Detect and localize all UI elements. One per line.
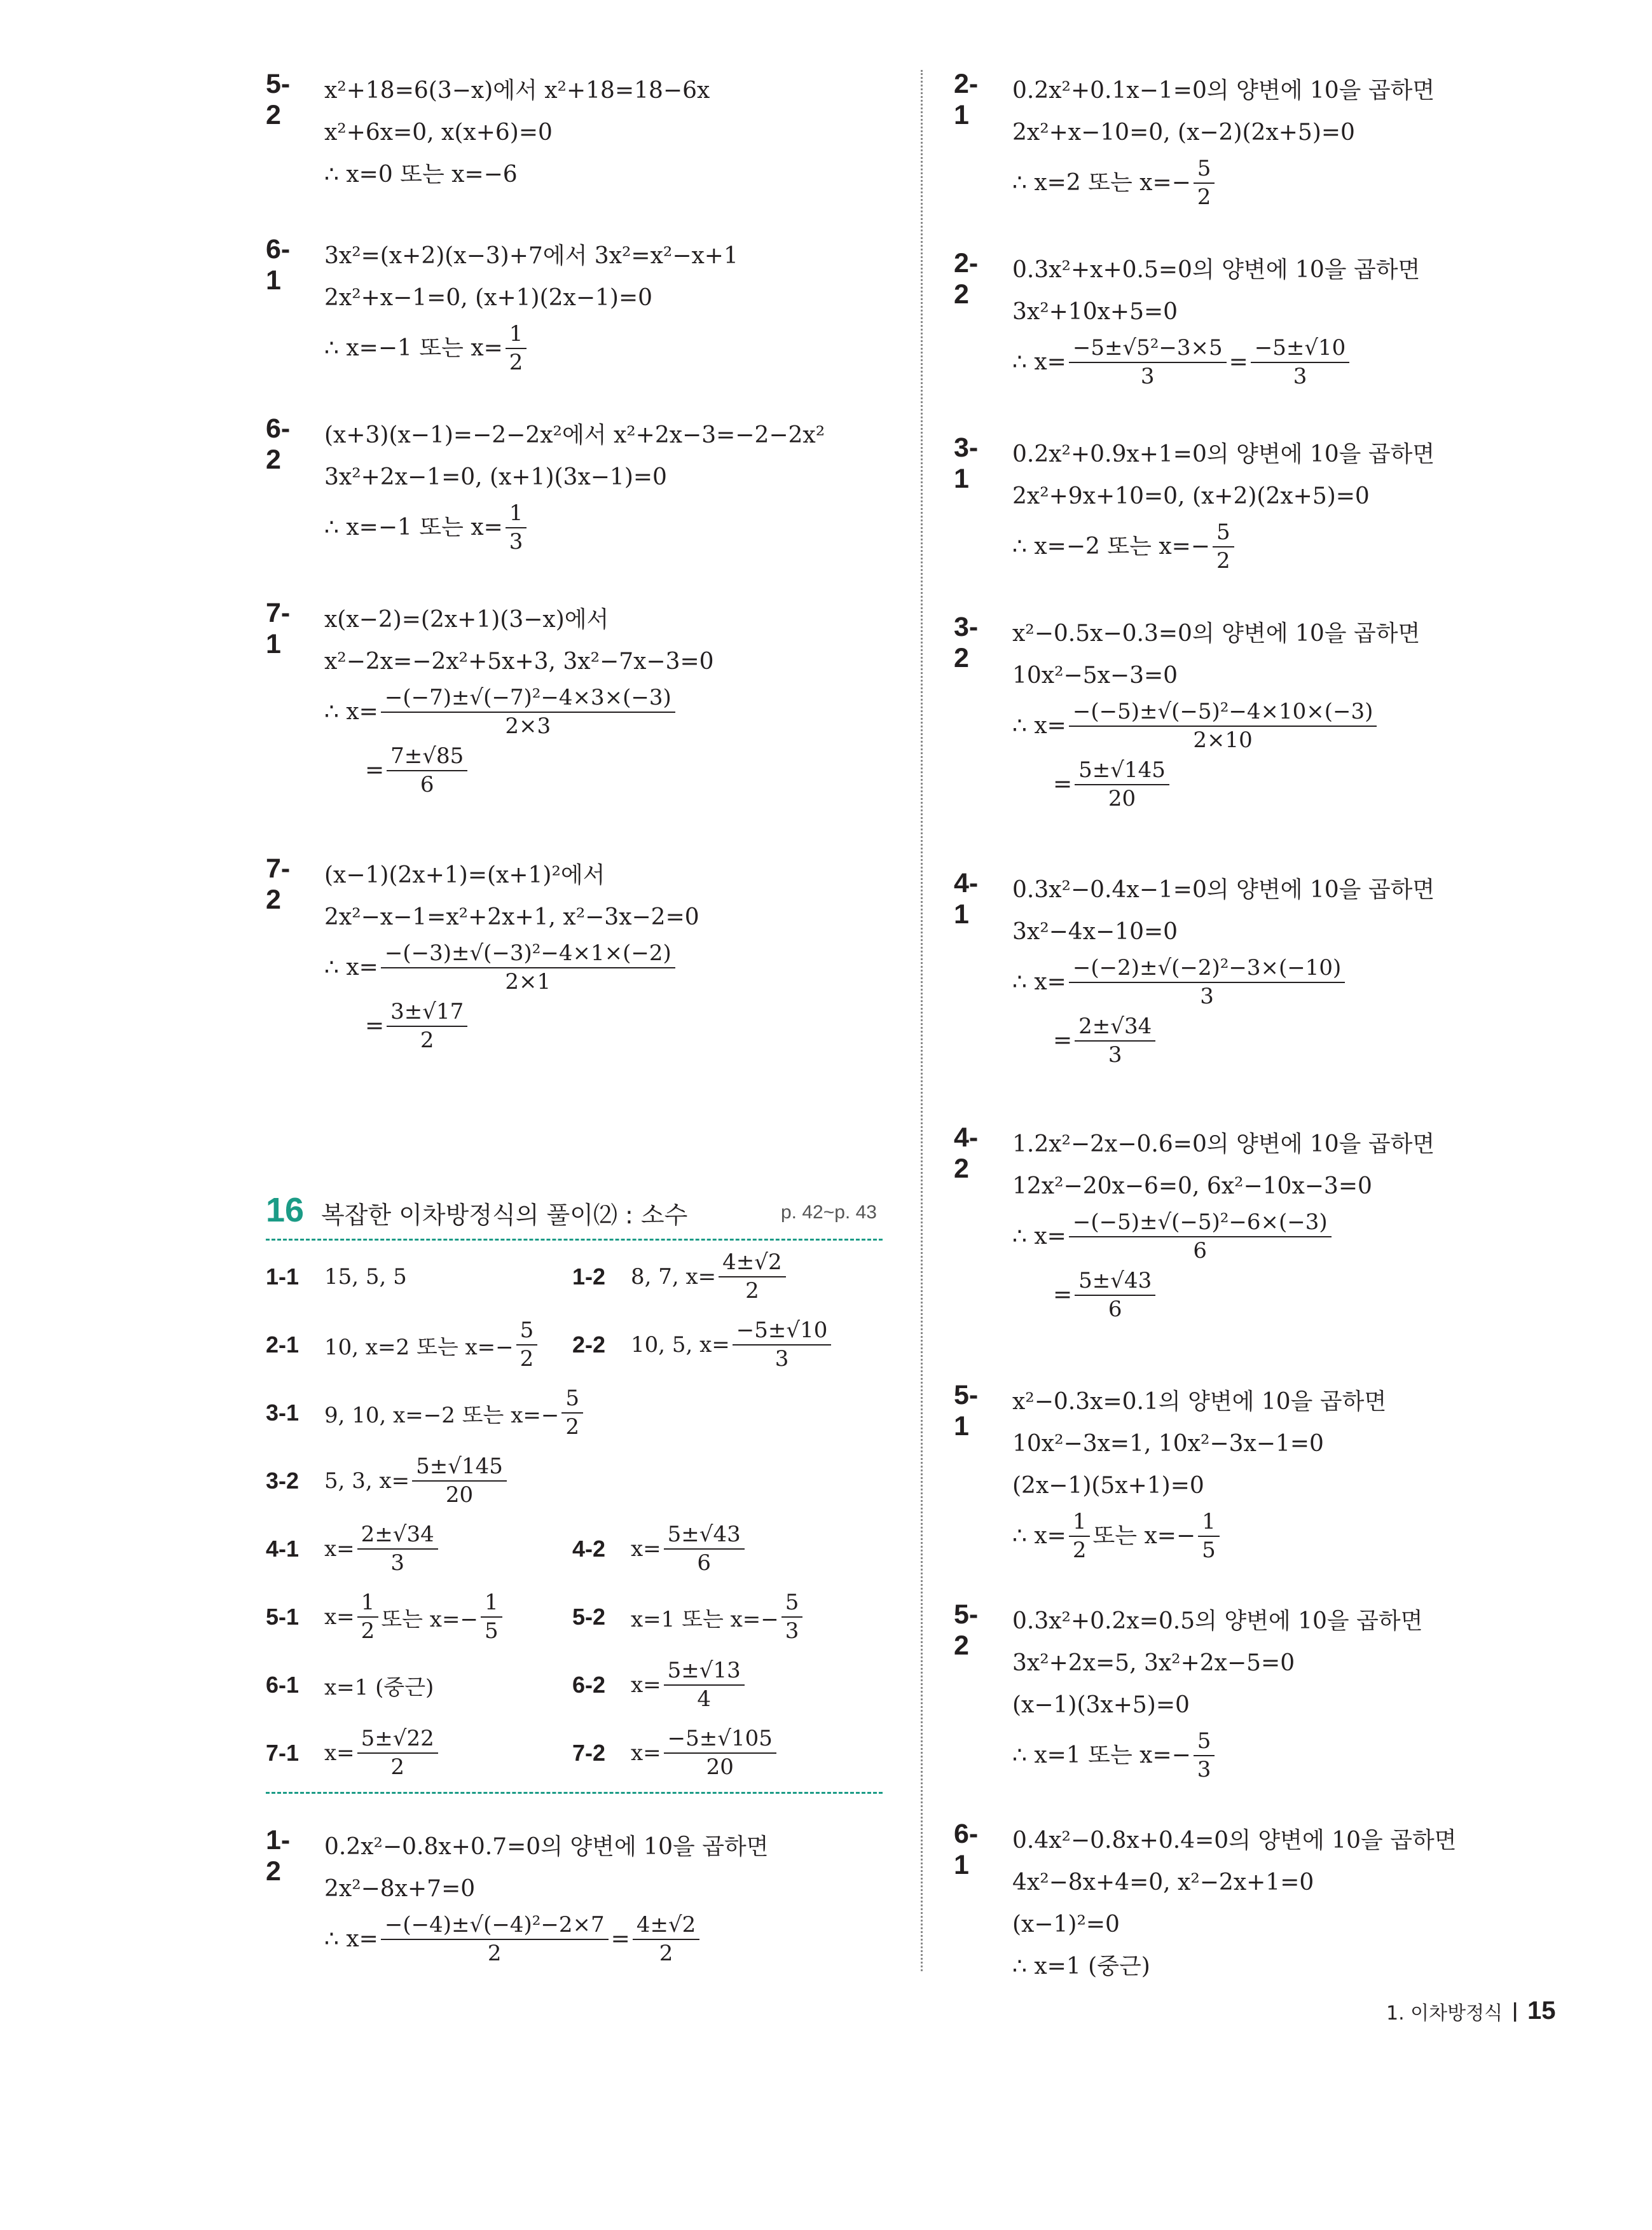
denominator: 2 — [520, 1346, 534, 1372]
fraction — [664, 1522, 745, 1576]
fraction — [664, 1726, 776, 1780]
fraction — [357, 1522, 438, 1576]
answer-label: 6-1 — [266, 1672, 299, 1698]
answer-4-1 — [266, 1521, 441, 1576]
fraction — [1075, 1269, 1155, 1322]
fraction — [1194, 1729, 1215, 1782]
solution-line: 3x²=(x+2)(x−3)+7에서 3x²=x²−x+1 — [324, 243, 738, 269]
denominator: 20 — [1108, 786, 1136, 811]
solution-line: 3x²+10x+5=0 — [1012, 299, 1178, 325]
answer-prefix: x= — [324, 1740, 355, 1766]
numerator: 5 — [1194, 1729, 1215, 1756]
solution-line: 0.3x²+0.2x=0.5의 양변에 10을 곱하면 — [1012, 1608, 1423, 1634]
numerator: 1 — [357, 1590, 379, 1618]
denominator: 5 — [484, 1618, 499, 1644]
solution-line: 2x²−8x+7=0 — [324, 1876, 476, 1902]
numerator: 5±√22 — [357, 1726, 438, 1754]
numerator: 1 — [506, 322, 527, 349]
problem-label: 4-1 — [954, 868, 979, 930]
denominator: 20 — [445, 1482, 474, 1508]
problem-label: 6-2 — [266, 413, 291, 475]
denominator: 3 — [1200, 984, 1214, 1009]
problem-label: 5-2 — [266, 69, 291, 130]
result-prefix: ∴ x= — [324, 1926, 378, 1952]
problem-label: 7-2 — [266, 853, 291, 915]
solution-line: ∴ x=0 또는 x=−6 — [324, 162, 518, 188]
fraction — [1213, 520, 1234, 574]
numerator: −(−5)±√(−5)²−4×10×(−3) — [1069, 699, 1377, 727]
numerator: 2±√34 — [357, 1522, 438, 1550]
denominator: 2 — [1072, 1538, 1087, 1563]
numerator: −5±√5²−3×5 — [1069, 336, 1227, 363]
problem-label: 5-1 — [954, 1380, 979, 1442]
result-middle: 또는 x=− — [1092, 1523, 1196, 1549]
numerator: 5±√145 — [1075, 758, 1169, 785]
denominator: 2 — [361, 1618, 375, 1644]
numerator: 3±√17 — [387, 1000, 467, 1027]
formula-line — [324, 1910, 769, 1969]
result-prefix: ∴ x= — [1012, 713, 1066, 739]
fraction — [506, 322, 527, 375]
fraction — [516, 1318, 538, 1372]
answer-label: 6-2 — [572, 1672, 606, 1698]
solution-line: 2x²−x−1=x²+2x+1, x²−3x−2=0 — [324, 904, 699, 930]
numerator: 1 — [481, 1590, 502, 1618]
fraction — [1069, 1510, 1091, 1563]
equals: = — [1229, 349, 1248, 375]
denominator: 3 — [1108, 1042, 1122, 1068]
solution-line: x²−2x=−2x²+5x+3, 3x²−7x−3=0 — [324, 649, 714, 675]
denominator: 6 — [1108, 1297, 1122, 1322]
fraction — [357, 1590, 379, 1644]
solution-line: 0.3x²+x+0.5=0의 양변에 10을 곱하면 — [1012, 257, 1421, 283]
solution-line: (x−1)(2x+1)=(x+1)²에서 — [324, 862, 605, 888]
answer-middle: 또는 x=− — [381, 1606, 478, 1632]
solution-line: 2x²+x−1=0, (x+1)(2x−1)=0 — [324, 285, 653, 311]
solution-line: x²+6x=0, x(x+6)=0 — [324, 120, 553, 146]
answer-prefix: x= — [631, 1740, 661, 1766]
section-title: 복잡한 이차방정식의 풀이⑵ : 소수 — [321, 1201, 688, 1229]
answer-prefix: 8, 7, x= — [631, 1264, 717, 1290]
answer-text: 15, 5, 5 — [324, 1264, 407, 1290]
solution-line: x²−0.5x−0.3=0의 양변에 10을 곱하면 — [1012, 621, 1421, 647]
numerator: 2±√34 — [1075, 1014, 1155, 1042]
answer-1-1 — [266, 1251, 407, 1302]
denominator: 3 — [785, 1618, 799, 1644]
solution-line: x²+18=6(3−x)에서 x²+18=18−6x — [324, 78, 710, 104]
numerator: 5±√145 — [412, 1454, 507, 1482]
solution-result — [1012, 1507, 1386, 1566]
denominator: 6 — [697, 1550, 712, 1576]
answer-3-2 — [266, 1453, 509, 1508]
fraction — [1069, 1210, 1332, 1263]
section-divider — [266, 1239, 883, 1241]
answer-label: 5-1 — [266, 1604, 299, 1630]
denominator: 6 — [1193, 1238, 1208, 1263]
numerator: 5±√13 — [664, 1658, 745, 1686]
problem-label: 6-1 — [954, 1819, 979, 1880]
denominator: 20 — [706, 1754, 734, 1780]
solution-line: 10x²−5x−3=0 — [1012, 663, 1178, 689]
answer-prefix: 9, 10, x=−2 또는 x=− — [324, 1402, 560, 1428]
numerator: −5±√10 — [1251, 336, 1350, 363]
equals: = — [365, 757, 385, 783]
answer-label: 1-2 — [572, 1263, 606, 1290]
equals: = — [365, 1013, 385, 1039]
numerator: −5±√10 — [733, 1318, 832, 1346]
fraction — [412, 1454, 507, 1508]
answer-prefix: x=1 또는 x=− — [631, 1606, 779, 1632]
answer-label: 3-2 — [266, 1468, 299, 1494]
denominator: 2 — [745, 1278, 759, 1304]
denominator: 3 — [1293, 364, 1307, 389]
fraction — [561, 1386, 583, 1440]
problem-label: 3-1 — [954, 432, 979, 494]
solution-line: 3x²+2x−1=0, (x+1)(3x−1)=0 — [324, 464, 667, 490]
result-prefix: ∴ x= — [324, 699, 378, 725]
numerator: −(−5)±√(−5)²−6×(−3) — [1069, 1210, 1332, 1237]
numerator: −(−4)±√(−4)²−2×7 — [381, 1913, 609, 1940]
numerator: 5 — [561, 1386, 583, 1414]
answer-label: 5-2 — [572, 1604, 606, 1630]
answer-label: 7-2 — [572, 1740, 606, 1766]
equals: = — [610, 1926, 630, 1952]
formula-line — [324, 683, 714, 741]
answer-1-2 — [572, 1251, 788, 1302]
result-prefix: ∴ x=−2 또는 x=− — [1012, 533, 1210, 560]
result-prefix: ∴ x=2 또는 x=− — [1012, 170, 1191, 196]
numerator: 4±√2 — [719, 1250, 785, 1277]
fraction — [781, 1590, 803, 1644]
result-prefix: ∴ x= — [324, 954, 378, 981]
answer-6-1 — [266, 1660, 434, 1710]
denominator: 2 — [509, 350, 523, 375]
fraction — [1198, 1510, 1220, 1563]
numerator: −(−7)±√(−7)²−4×3×(−3) — [381, 685, 675, 713]
answers-divider — [266, 1792, 883, 1794]
answer-2-2 — [572, 1319, 834, 1370]
answer-2-1 — [266, 1319, 540, 1370]
fraction — [381, 941, 675, 995]
answer-prefix: 10, x=2 또는 x=− — [324, 1334, 514, 1360]
denominator: 3 — [390, 1550, 405, 1576]
solution-line: 12x²−20x−6=0, 6x²−10x−3=0 — [1012, 1173, 1372, 1199]
solution-result — [324, 319, 738, 378]
denominator: 3 — [1140, 364, 1155, 389]
solution-line: ∴ x=1 (중근) — [1012, 1953, 1150, 1979]
equals: = — [1053, 1028, 1073, 1054]
result-prefix: ∴ x=1 또는 x=− — [1012, 1742, 1191, 1768]
solution-line: (x+3)(x−1)=−2−2x²에서 x²+2x−3=−2−2x² — [324, 422, 825, 448]
answer-3-1 — [266, 1387, 586, 1438]
fraction — [387, 744, 467, 797]
fraction — [481, 1590, 502, 1644]
result-prefix: ∴ x= — [1012, 969, 1066, 995]
formula-line — [324, 939, 699, 997]
solution-line: 0.4x²−0.8x+0.4=0의 양변에 10을 곱하면 — [1012, 1827, 1457, 1854]
solution-result — [1012, 1726, 1422, 1785]
solution-line: (x−1)²=0 — [1012, 1911, 1120, 1937]
denominator: 3 — [774, 1346, 789, 1372]
equals: = — [1053, 771, 1073, 797]
answer-label: 2-1 — [266, 1332, 299, 1358]
solution-line: 0.2x²−0.8x+0.7=0의 양변에 10을 곱하면 — [324, 1834, 769, 1860]
numerator: 5 — [781, 1590, 803, 1618]
page-footer — [1386, 1997, 1556, 2025]
numerator: 5±√43 — [664, 1522, 745, 1550]
fraction — [664, 1658, 745, 1712]
solution-line: 3x²−4x−10=0 — [1012, 919, 1178, 945]
fraction — [1194, 156, 1215, 210]
result-prefix: ∴ x= — [1012, 1223, 1066, 1249]
fraction — [387, 1000, 467, 1053]
answer-label: 1-1 — [266, 1263, 299, 1290]
solution-line: 0.3x²−0.4x−1=0의 양변에 10을 곱하면 — [1012, 877, 1435, 903]
denominator: 2 — [487, 1941, 502, 1966]
denominator: 2 — [420, 1028, 434, 1053]
answer-text: x=1 (중근) — [324, 1674, 434, 1700]
answer-label: 4-2 — [572, 1536, 606, 1562]
solution-line: 1.2x²−2x−0.6=0의 양변에 10을 곱하면 — [1012, 1131, 1435, 1157]
result-prefix: ∴ x=−1 또는 x= — [324, 335, 503, 361]
problem-label: 3-2 — [954, 612, 979, 673]
solution-line: 2x²+x−10=0, (x−2)(2x+5)=0 — [1012, 120, 1355, 146]
numerator: 4±√2 — [633, 1913, 699, 1940]
answer-4-2 — [572, 1521, 747, 1576]
denominator: 2 — [659, 1941, 673, 1966]
fraction — [506, 501, 527, 554]
denominator: 6 — [420, 772, 434, 797]
problem-label: 1-2 — [266, 1825, 291, 1887]
fraction — [719, 1250, 785, 1304]
problem-label: 2-1 — [954, 69, 979, 130]
formula-line — [1012, 1208, 1435, 1266]
formula-line — [1012, 697, 1420, 755]
answer-prefix: x= — [324, 1604, 355, 1630]
result-prefix: ∴ x=−1 또는 x= — [324, 514, 503, 540]
solution-line: (x−1)(3x+5)=0 — [1012, 1692, 1190, 1718]
page-number: 15 — [1527, 1997, 1556, 2025]
numerator: 1 — [506, 501, 527, 528]
fraction — [633, 1913, 699, 1966]
fraction — [1069, 336, 1227, 389]
solution-line: 0.2x²+0.9x+1=0의 양변에 10을 곱하면 — [1012, 441, 1435, 467]
answer-prefix: 5, 3, x= — [324, 1468, 410, 1494]
answer-5-2 — [572, 1589, 805, 1644]
numerator: −5±√105 — [664, 1726, 776, 1754]
problem-label: 4-2 — [954, 1122, 979, 1184]
numerator: −(−3)±√(−3)²−4×1×(−2) — [381, 941, 675, 968]
formula-line — [324, 997, 699, 1056]
denominator: 3 — [509, 529, 523, 554]
denominator: 4 — [697, 1686, 712, 1712]
numerator: 5 — [1194, 156, 1215, 184]
solution-line: x²−0.3x=0.1의 양변에 10을 곱하면 — [1012, 1389, 1387, 1415]
fraction — [381, 685, 675, 739]
formula-line — [1012, 1012, 1435, 1070]
denominator: 2 — [1216, 548, 1230, 574]
numerator: 1 — [1198, 1510, 1220, 1537]
answer-prefix: x= — [631, 1672, 661, 1698]
solution-line: 3x²+2x=5, 3x²+2x−5=0 — [1012, 1650, 1295, 1676]
fraction — [1075, 758, 1169, 811]
solution-result — [324, 499, 825, 557]
fraction — [1069, 699, 1377, 753]
answer-prefix: x= — [324, 1536, 355, 1562]
solution-result — [1012, 154, 1435, 212]
denominator: 3 — [1197, 1757, 1211, 1782]
answer-7-2 — [572, 1725, 779, 1780]
answer-label: 7-1 — [266, 1740, 299, 1766]
denominator: 2 — [565, 1414, 580, 1440]
formula-line — [1012, 953, 1435, 1012]
section-pages: p. 42~p. 43 — [781, 1202, 877, 1223]
answer-6-2 — [572, 1657, 747, 1712]
solution-line: 0.2x²+0.1x−1=0의 양변에 10을 곱하면 — [1012, 78, 1435, 104]
footer-separator: | — [1511, 2000, 1519, 2022]
problem-label: 2-2 — [954, 248, 979, 310]
equals: = — [1053, 1282, 1073, 1308]
solution-result — [1012, 518, 1435, 576]
denominator: 2×10 — [1193, 727, 1253, 753]
fraction — [1251, 336, 1350, 389]
answer-prefix: 10, 5, x= — [631, 1332, 730, 1358]
answer-label: 3-1 — [266, 1400, 299, 1426]
denominator: 5 — [1202, 1538, 1216, 1563]
denominator: 2×1 — [505, 969, 551, 995]
solution-line: 2x²+9x+10=0, (x+2)(2x+5)=0 — [1012, 483, 1370, 509]
fraction — [357, 1726, 438, 1780]
problem-label: 6-1 — [266, 234, 291, 296]
fraction — [1069, 956, 1345, 1009]
formula-line — [324, 741, 714, 800]
solution-line: 10x²−3x=1, 10x²−3x−1=0 — [1012, 1431, 1324, 1457]
formula-line — [1012, 755, 1420, 814]
numerator: −(−2)±√(−2)²−3×(−10) — [1069, 956, 1345, 983]
problem-label: 7-1 — [266, 598, 291, 659]
formula-line — [1012, 333, 1420, 392]
column-divider — [921, 70, 923, 1971]
fraction — [1075, 1014, 1155, 1068]
numerator: 5 — [516, 1318, 538, 1346]
numerator: 7±√85 — [387, 744, 467, 771]
answer-prefix: x= — [631, 1536, 661, 1562]
problem-label: 5-2 — [954, 1599, 979, 1661]
numerator: 5 — [1213, 520, 1234, 547]
result-prefix: ∴ x= — [1012, 1523, 1066, 1549]
solution-line: x(x−2)=(2x+1)(3−x)에서 — [324, 607, 609, 633]
chapter-title: 1. 이차방정식 — [1386, 2002, 1503, 2025]
denominator: 2 — [1197, 184, 1211, 210]
fraction — [381, 1913, 609, 1966]
answer-7-1 — [266, 1725, 441, 1780]
formula-line — [1012, 1266, 1435, 1325]
fraction — [733, 1318, 832, 1372]
section-number: 16 — [266, 1191, 305, 1229]
answer-label: 4-1 — [266, 1536, 299, 1562]
result-prefix: ∴ x= — [1012, 349, 1066, 375]
solution-line: 4x²−8x+4=0, x²−2x+1=0 — [1012, 1869, 1314, 1896]
numerator: 1 — [1069, 1510, 1091, 1537]
numerator: 5±√43 — [1075, 1269, 1155, 1296]
answer-5-1 — [266, 1589, 505, 1644]
answer-label: 2-2 — [572, 1332, 606, 1358]
denominator: 2×3 — [505, 713, 551, 739]
denominator: 2 — [390, 1754, 405, 1780]
solution-line: (2x−1)(5x+1)=0 — [1012, 1473, 1204, 1499]
